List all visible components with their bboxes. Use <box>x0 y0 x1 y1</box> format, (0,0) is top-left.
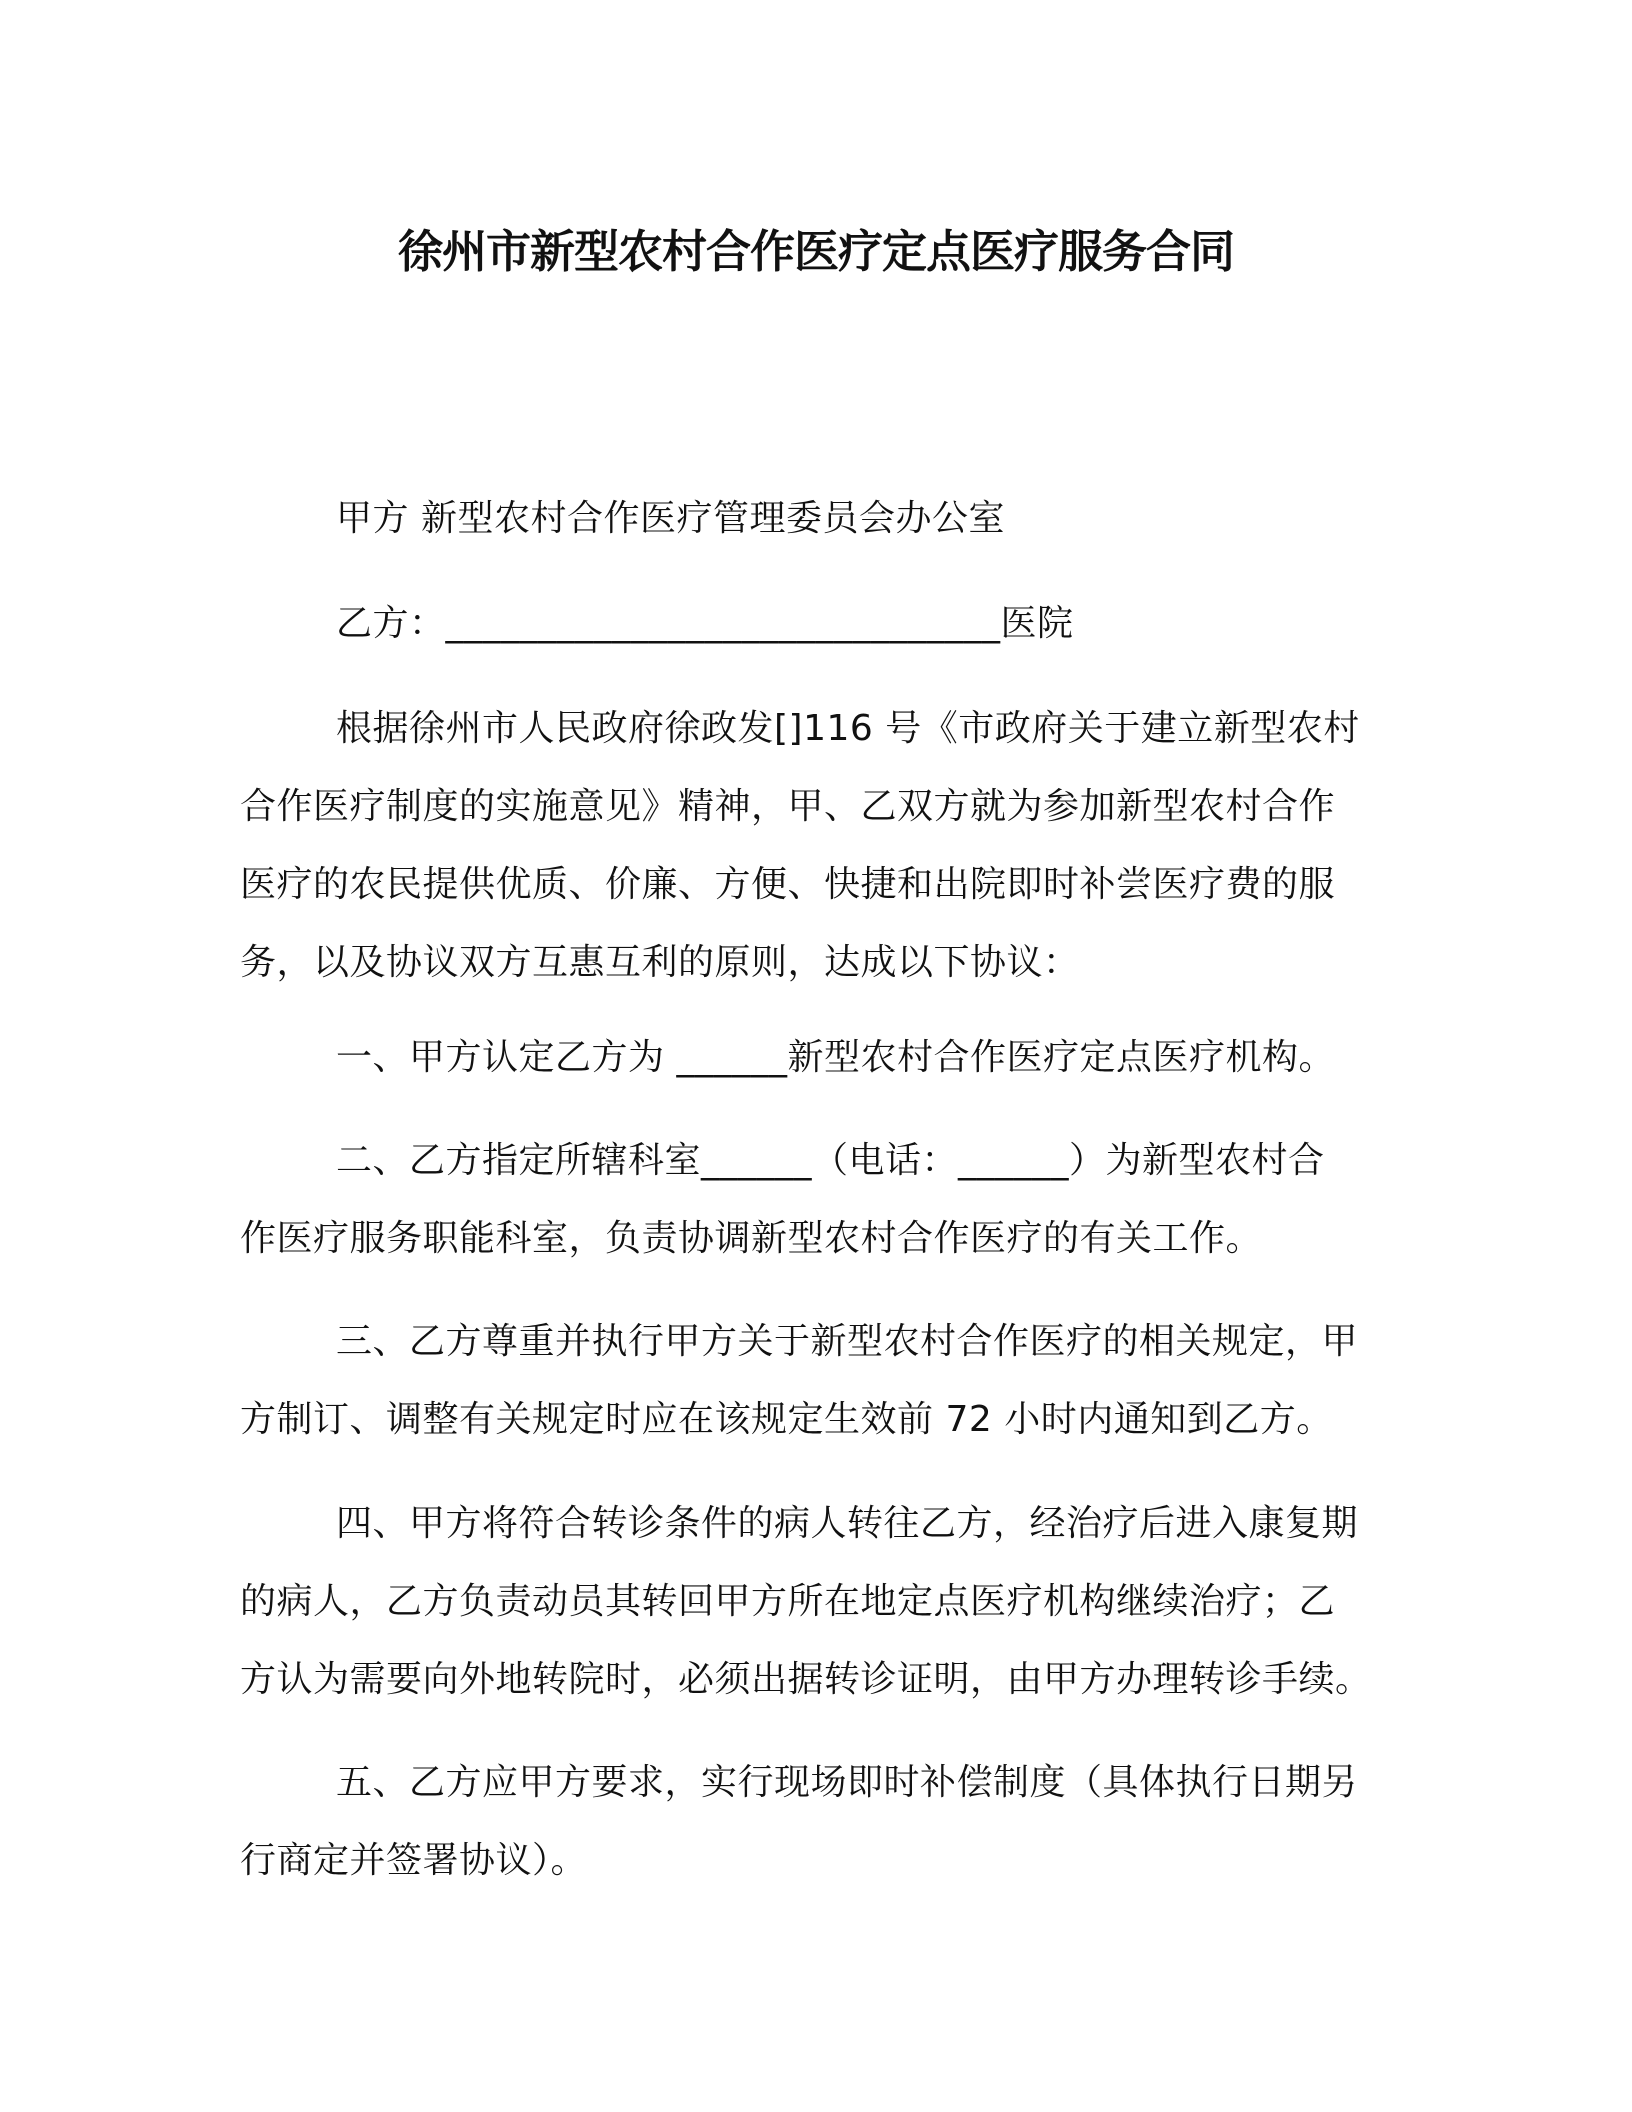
party-a-text: 甲方 新型农村合作医疗管理委员会办公室 <box>336 498 1005 539</box>
paragraph-line: 作医疗服务职能科室，负责协调新型农村合作医疗的有关工作。 <box>240 1218 1263 1259</box>
paragraph-line: 务，以及协议双方互惠互利的原则，达成以下协议： <box>240 942 1080 983</box>
paragraph-line: 方认为需要向外地转院时，必须出据转诊证明，由甲方办理转诊手续。 <box>240 1659 1372 1700</box>
clause-3 <box>240 1303 1380 1459</box>
paragraph-line: 二、乙方指定所辖科室______（电话：______）为新型农村合 <box>336 1140 1325 1181</box>
preamble-paragraph <box>240 690 1380 1002</box>
document-title: 徐州市新型农村合作医疗定点医疗服务合同 <box>397 225 1234 278</box>
paragraph-line: 根据徐州市人民政府徐政发[]116 号《市政府关于建立新型农村 <box>336 708 1360 749</box>
paragraph-line: 一、甲方认定乙方为 ______新型农村合作医疗定点医疗机构。 <box>336 1037 1335 1078</box>
paragraph-line: 合作医疗制度的实施意见》精神，甲、乙双方就为参加新型农村合作 <box>240 786 1336 827</box>
paragraph-line: 方制订、调整有关规定时应在该规定生效前 72 小时内通知到乙方。 <box>240 1399 1333 1440</box>
clause-5 <box>240 1744 1380 1900</box>
clause-4 <box>240 1485 1380 1719</box>
paragraph-line: 五、乙方应甲方要求，实行现场即时补偿制度（具体执行日期另 <box>336 1762 1359 1803</box>
paragraph-line: 的病人，乙方负责动员其转回甲方所在地定点医疗机构继续治疗；乙 <box>240 1581 1336 1622</box>
paragraph-line: 行商定并签署协议）。 <box>240 1840 588 1881</box>
paragraph-line: 医疗的农民提供优质、价廉、方便、快捷和出院即时补尝医疗费的服 <box>240 864 1336 905</box>
party-a-line <box>240 480 1380 558</box>
party-b-text: 乙方：______________________________医院 <box>336 603 1074 644</box>
paragraph-line: 四、甲方将符合转诊条件的病人转往乙方，经治疗后进入康复期 <box>336 1503 1359 1544</box>
paragraph-line: 三、乙方尊重并执行甲方关于新型农村合作医疗的相关规定，甲 <box>336 1321 1359 1362</box>
party-b-line <box>240 585 1380 663</box>
clause-2 <box>240 1122 1380 1278</box>
clause-1 <box>240 1019 1380 1097</box>
